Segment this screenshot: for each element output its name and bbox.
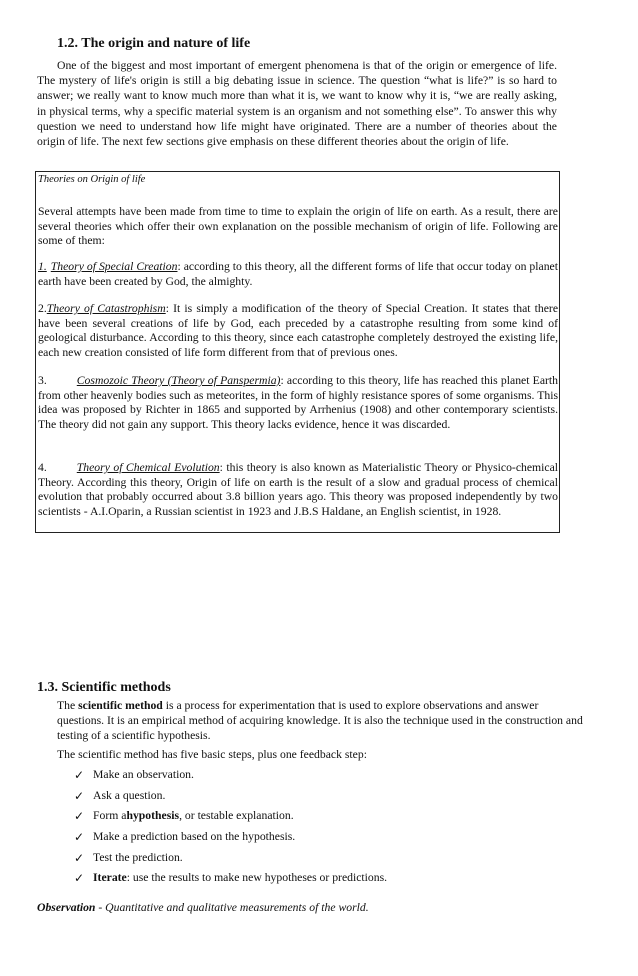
theory-name: Theory of Special Creation <box>50 260 178 273</box>
box-title: Theories on Origin of life <box>38 174 146 185</box>
bold-term: hypothesis <box>126 809 180 823</box>
section-heading-origin: 1.2. The origin and nature of life <box>57 36 251 51</box>
definition-text: - Quantitative and qualitative measurements of the world. <box>95 901 369 914</box>
bold-term: Iterate <box>93 871 127 885</box>
list-item <box>74 827 387 848</box>
checkmark-icon: ✓ <box>74 768 85 782</box>
checkmark-icon: ✓ <box>74 871 85 886</box>
theory-number: 3. <box>38 374 47 387</box>
theory-name: Theory of Chemical Evolution <box>76 461 220 474</box>
list-item <box>74 868 387 889</box>
intro-paragraph: One of the biggest and most important of emergent phenomena is that of the origin or emergence of life. The mystery of life's origin is still a big debating issue in science. The question “what is life?” is so hard to answer; we really want to know much more than what it is, we want to know why it is, “we are really asking, in physical terms, why a specific material system is an organism and not something else”. To answer this why question we need to understand how life might have originated. There are a number of theories about the origin of life. The next few sections give emphasis on these different theories about the origin of life. <box>37 59 557 149</box>
steps-intro: The scientific method has five basic steps, plus one feedback step: <box>57 748 367 761</box>
section-heading-scientific-methods: 1.3. Scientific methods <box>37 680 171 695</box>
theory-item <box>38 302 558 360</box>
theory-item <box>38 374 558 432</box>
theory-number: 1. <box>38 260 47 273</box>
list-item <box>74 786 387 807</box>
theory-text: : according to this theory, all the different forms of life that occur today on planet earth have been created by God, the almighty. <box>38 260 558 288</box>
text-fragment: is a process for experimentation that is used to explore observations and answer questions. It is an empirical method of acquiring knowledge. It is also the technique used in the construction and testing of a scientific hypothesis. <box>57 699 583 743</box>
theory-name: Cosmozoic Theory (Theory of Panspermia) <box>76 374 281 387</box>
theory-number: 4. <box>38 461 47 474</box>
step-text: Make a prediction based on the hypothesis. <box>93 830 296 844</box>
checkmark-icon: ✓ <box>74 809 85 824</box>
list-item <box>74 765 387 786</box>
step-text: : use the results to make new hypotheses or predictions. <box>126 871 388 885</box>
step-text: Form a <box>93 809 127 823</box>
theory-item <box>38 260 558 289</box>
step-text: , or testable explanation. <box>179 809 294 823</box>
checkmark-icon: ✓ <box>74 850 85 865</box>
step-text: Test the prediction. <box>93 850 183 864</box>
theory-text: : according to this theory, life has reached this planet Earth from other heavenly bodies such as meteorites, in the form of highly resistance spores of some organisms. This idea was proposed by Richter in 1865 and supported by Arrhenius (1908) and other contemporary scientists. The theory did not gain any support. This theory lacks evidence, hence it was discarded. <box>38 374 558 431</box>
steps-list <box>74 765 387 889</box>
theory-item <box>38 461 558 519</box>
step-text: Ask a question. <box>93 788 166 802</box>
text-fragment: The <box>57 699 79 712</box>
scientific-method-paragraph <box>57 698 587 744</box>
list-item <box>74 848 387 869</box>
box-lead-paragraph: Several attempts have been made from time to time to explain the origin of life on earth. As a result, there are several theories which offer their own explanation on the possible mechanism of origin of life. Following are some of them: <box>38 205 558 247</box>
theory-number: 2. <box>38 302 47 315</box>
theory-text: : It is simply a modification of the theory of Special Creation. It states that there have been several creations of life by God, each preceded by a catastrophe resulting from some kind of geological disturbance. According to this theory, since each catastrophe completely destroyed the existing life, each new creation consisted of life form different from that of previous ones. <box>38 302 559 359</box>
bold-term: Observation <box>37 901 96 914</box>
theory-name: Theory of Catastrophism <box>46 302 166 315</box>
bold-term: scientific method <box>78 699 163 712</box>
observation-definition <box>37 901 369 914</box>
checkmark-icon: ✓ <box>74 830 85 845</box>
theories-box <box>35 171 560 533</box>
list-item <box>74 806 387 827</box>
theory-text: : this theory is also known as Materialistic Theory or Physico-chemical Theory. According this theory, Origin of life on earth is the result of a slow and gradual process of chemical evolution that probably occurred about 3.8 billion years ago. This theory was proposed independently by two scientists - A.I.Oparin, a Russian scientist in 1923 and J.B.S Haldane, an English scientist, in 1928. <box>38 461 559 518</box>
step-text: Make an observation. <box>93 768 194 781</box>
checkmark-icon: ✓ <box>74 788 85 803</box>
